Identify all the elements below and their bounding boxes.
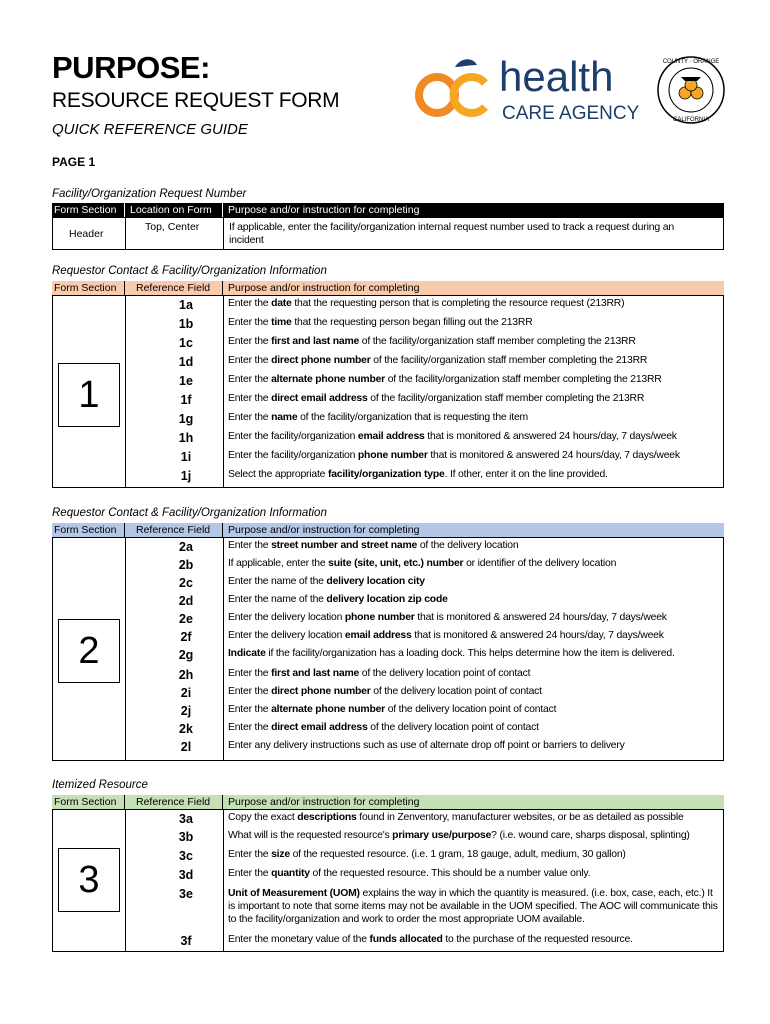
col-form-section: Form Section: [54, 524, 117, 536]
instruction-text-bold: size: [271, 849, 290, 860]
instruction-text: [228, 721, 718, 734]
instruction-text-bold: date: [271, 298, 292, 309]
instruction-text-bold: email address: [357, 431, 425, 442]
instruction-text-post: ? (i.e. wound care, sharps disposal, splinting): [491, 830, 690, 841]
instruction-text: [228, 887, 718, 926]
instruction-text: [228, 647, 718, 660]
instruction-text-bold: direct email address: [271, 393, 368, 404]
instruction-text: [228, 703, 718, 716]
instruction-text-pre: Enter the: [228, 374, 272, 385]
instruction-text-pre: Enter the: [228, 336, 272, 347]
instruction-text: [228, 411, 718, 424]
instruction-text-bold: delivery location city: [326, 576, 425, 587]
instruction-text: [228, 593, 718, 606]
instruction-text-post: that the requesting person that is completing the resource request (213RR): [291, 298, 625, 309]
instruction-text: [228, 539, 718, 552]
reference-field-2g: 2g: [178, 648, 194, 662]
instruction-text-bold: name: [271, 412, 298, 423]
instruction-text: [228, 629, 718, 642]
instruction-text-bold: alternate phone number: [271, 374, 386, 385]
instruction-text-post: that is monitored & answered 24 hours/day, 7 days/week: [424, 431, 677, 442]
instruction-text-post: of the facility/organization staff member completing the 213RR: [367, 393, 645, 404]
reference-field-3d: 3d: [178, 868, 194, 882]
reference-field-1i: 1i: [180, 450, 192, 464]
instruction-text-bold: Indicate: [228, 648, 266, 659]
section-1-title: Requestor Contact & Facility/Organization Information: [52, 265, 327, 277]
col-reference-field: Reference Field: [136, 796, 211, 808]
instruction-text-post: of the delivery location point of contact: [359, 668, 531, 679]
instruction-text-post: to the purchase of the requested resource.: [442, 934, 633, 945]
instruction-text-pre: Enter any delivery instructions such as use of alternate drop off point or barriers to delivery: [228, 740, 625, 751]
col-purpose: Purpose and/or instruction for completing: [228, 796, 420, 808]
instruction-text-post: of the facility/organization staff member completing the 213RR: [359, 336, 636, 347]
reference-field-3a: 3a: [179, 812, 193, 826]
section-request-number-title: Facility/Organization Request Number: [52, 188, 247, 200]
reference-field-1e: 1e: [179, 374, 193, 388]
instruction-text: [228, 848, 718, 861]
col-purpose: Purpose and/or instruction for completing: [228, 282, 420, 294]
instruction-text: [228, 667, 718, 680]
instruction-text-pre: Enter the: [228, 686, 272, 697]
instruction-text-post: of the delivery location point of contact: [385, 704, 557, 715]
col-form-section: Form Section: [54, 204, 117, 216]
instruction-text-bold: descriptions: [297, 812, 357, 823]
reference-field-2a: 2a: [179, 540, 193, 554]
section-3-title: Itemized Resource: [52, 779, 148, 791]
instruction-text: [228, 739, 718, 752]
county-seal-icon: [658, 57, 724, 123]
instruction-text: [228, 468, 718, 481]
instruction-text-pre: Enter the: [228, 317, 272, 328]
instruction-text: [228, 557, 718, 570]
instruction-text-bold: email address: [344, 630, 412, 641]
section-2-title: Requestor Contact & Facility/Organization Information: [52, 507, 327, 519]
reference-field-2e: 2e: [179, 612, 193, 626]
reference-field-2c: 2c: [179, 576, 193, 590]
page-title: PURPOSE:: [52, 50, 210, 85]
instruction-text: [228, 575, 718, 588]
instruction-text-post: of the requested resource. (i.e. 1 gram, 18 gauge, adult, medium, 30 gallon): [289, 849, 626, 860]
reference-field-1c: 1c: [179, 336, 193, 350]
instruction-text: [228, 430, 718, 443]
oc-logo-mark: [419, 59, 485, 113]
instruction-text: [228, 373, 718, 386]
reference-field-2h: 2h: [178, 668, 194, 682]
instruction-text: [228, 354, 718, 367]
instruction-text-pre: Enter the name of the: [228, 576, 327, 587]
col-purpose: Purpose and/or instruction for completing: [228, 524, 420, 536]
instruction-text-post: of the facility/organization staff member completing the 213RR: [385, 374, 662, 385]
logo-health-text: health: [499, 55, 614, 100]
instruction-text-post: . If other, enter it on the line provided.: [444, 469, 608, 480]
instruction-text: [228, 867, 718, 880]
instruction-text-bold: street number and street name: [271, 540, 418, 551]
instruction-text-pre: Enter the: [228, 540, 272, 551]
section-2-number-box: 2: [58, 619, 120, 683]
reference-field-1d: 1d: [178, 355, 194, 369]
reference-field-2f: 2f: [180, 630, 192, 644]
reference-field-2l: 2l: [180, 740, 192, 754]
instruction-text-pre: What will is the requested resource's: [228, 830, 393, 841]
reference-field-2i: 2i: [180, 686, 192, 700]
instruction-text-bold: direct email address: [271, 722, 368, 733]
instruction-text-pre: Copy the exact: [228, 812, 298, 823]
instruction-text-bold: first and last name: [271, 336, 360, 347]
instruction-text-pre: Select the appropriate: [228, 469, 328, 480]
instruction-text: [228, 933, 718, 946]
instruction-text-bold: first and last name: [271, 668, 360, 679]
reference-field-2b: 2b: [178, 558, 194, 572]
instruction-text-post: of the facility/organization that is requesting the item: [297, 412, 529, 423]
section-1-number-box: 1: [58, 363, 120, 427]
instruction-text-pre: Enter the delivery location: [228, 612, 345, 623]
instruction-text-bold: suite (site, unit, etc.) number: [328, 558, 464, 569]
instruction-text: [228, 685, 718, 698]
svg-text:COUNTY · ORANGE: COUNTY · ORANGE: [662, 59, 720, 65]
instruction-text-bold: direct phone number: [271, 355, 371, 366]
reference-field-1b: 1b: [178, 317, 194, 331]
instruction-text: [228, 316, 718, 329]
col-purpose: Purpose and/or instruction for completing: [228, 204, 420, 216]
instruction-text-post: that is monitored & answered 24 hours/day, 7 days/week: [411, 630, 664, 641]
instruction-text-post: of the delivery location point of contact: [367, 722, 539, 733]
page-label: PAGE 1: [52, 155, 96, 169]
col-reference-field: Reference Field: [136, 282, 211, 294]
instruction-text-pre: Enter the: [228, 668, 272, 679]
reference-field-2k: 2k: [179, 722, 193, 736]
instruction-text-post: explains the way in which the quantity is measured. (i.e. box, case, each, etc.) It is important to note that some items may not be available in the UOM specified. The AOC will communicate this to the facility/organization and work to order the most appropriate UOM available.: [228, 888, 718, 925]
reference-field-1a: 1a: [179, 298, 193, 312]
instruction-text-bold: facility/organization type: [327, 469, 445, 480]
instruction-text: [228, 449, 718, 462]
instruction-text-post: that the requesting person began filling out the 213RR: [291, 317, 533, 328]
instruction-text-pre: Enter the facility/organization: [228, 450, 358, 461]
col-form-section: Form Section: [54, 796, 117, 808]
instruction-text-bold: quantity: [271, 868, 310, 879]
instruction-text-post: of the requested resource. This should be a number value only.: [309, 868, 591, 879]
request-number-purpose: If applicable, enter the facility/organization internal request number used to track a request during an incident: [229, 221, 674, 246]
col-reference-field: Reference Field: [136, 524, 211, 536]
section-request-number-header: [52, 203, 724, 217]
instruction-text-pre: Enter the: [228, 412, 272, 423]
instruction-text-pre: Enter the name of the: [228, 594, 327, 605]
instruction-text: [228, 297, 718, 310]
instruction-text-pre: Enter the: [228, 868, 272, 879]
instruction-text-post: of the delivery location point of contact: [370, 686, 542, 697]
instruction-text-post: that is monitored & answered 24 hours/day, 7 days/week: [414, 612, 667, 623]
section-request-number-body: [52, 217, 724, 250]
instruction-text-bold: direct phone number: [271, 686, 371, 697]
instruction-text-bold: time: [271, 317, 292, 328]
form-section-header: Header: [69, 228, 104, 240]
instruction-text: [228, 392, 718, 405]
health-care-agency-logo: [415, 55, 725, 125]
reference-field-2j: 2j: [180, 704, 192, 718]
instruction-text-bold: primary use/purpose: [392, 830, 492, 841]
instruction-text-bold: Unit of Measurement (UOM): [228, 888, 360, 899]
instruction-text-pre: Enter the facility/organization: [228, 431, 358, 442]
section-3-number-box: 3: [58, 848, 120, 912]
reference-field-1h: 1h: [178, 431, 194, 445]
instruction-text-pre: Enter the: [228, 355, 272, 366]
instruction-text-pre: Enter the: [228, 393, 272, 404]
reference-field-3e: 3e: [179, 887, 193, 901]
svg-text:CALIFORNIA: CALIFORNIA: [672, 117, 710, 123]
instruction-text-pre: Enter the delivery location: [228, 630, 345, 641]
instruction-text-pre: Enter the: [228, 722, 272, 733]
instruction-text-pre: If applicable, enter the: [228, 558, 329, 569]
instruction-text: [228, 335, 718, 348]
instruction-text-post: found in Zenventory, manufacturer websites, or be as detailed as possible: [356, 812, 684, 823]
section-2-header: [52, 523, 724, 537]
instruction-text-pre: Enter the monetary value of the: [228, 934, 370, 945]
reference-field-1j: 1j: [180, 469, 192, 483]
instruction-text-bold: delivery location zip code: [326, 594, 448, 605]
instruction-text-pre: Enter the: [228, 298, 272, 309]
instruction-text-post: if the facility/organization has a loading dock. This helps determine how the item is delivered.: [265, 648, 675, 659]
col-form-section: Form Section: [54, 282, 117, 294]
reference-field-3c: 3c: [179, 849, 193, 863]
instruction-text: [228, 611, 718, 624]
instruction-text-post: of the facility/organization staff member completing the 213RR: [370, 355, 648, 366]
form-title: RESOURCE REQUEST FORM: [52, 89, 340, 112]
instruction-text-bold: funds allocated: [369, 934, 443, 945]
instruction-text-pre: Enter the: [228, 704, 272, 715]
reference-field-2d: 2d: [178, 594, 194, 608]
instruction-text-post: or identifier of the delivery location: [463, 558, 617, 569]
section-1-header: [52, 281, 724, 295]
instruction-text-post: that is monitored & answered 24 hours/day, 7 days/week: [427, 450, 680, 461]
location-top-center: Top, Center: [145, 221, 200, 233]
reference-field-3f: 3f: [180, 934, 192, 948]
instruction-text-bold: alternate phone number: [271, 704, 386, 715]
reference-field-1g: 1g: [178, 412, 194, 426]
instruction-text: [228, 811, 718, 824]
reference-field-1f: 1f: [180, 393, 192, 407]
instruction-text: [228, 829, 718, 842]
section-3-header: [52, 795, 724, 809]
instruction-text-bold: phone number: [357, 450, 428, 461]
reference-field-3b: 3b: [178, 830, 194, 844]
instruction-text-post: of the delivery location: [417, 540, 519, 551]
guide-subtitle: QUICK REFERENCE GUIDE: [52, 121, 248, 138]
logo-agency-text: CARE AGENCY: [502, 103, 640, 124]
col-location: Location on Form: [130, 204, 212, 216]
instruction-text-bold: phone number: [344, 612, 415, 623]
instruction-text-pre: Enter the: [228, 849, 272, 860]
